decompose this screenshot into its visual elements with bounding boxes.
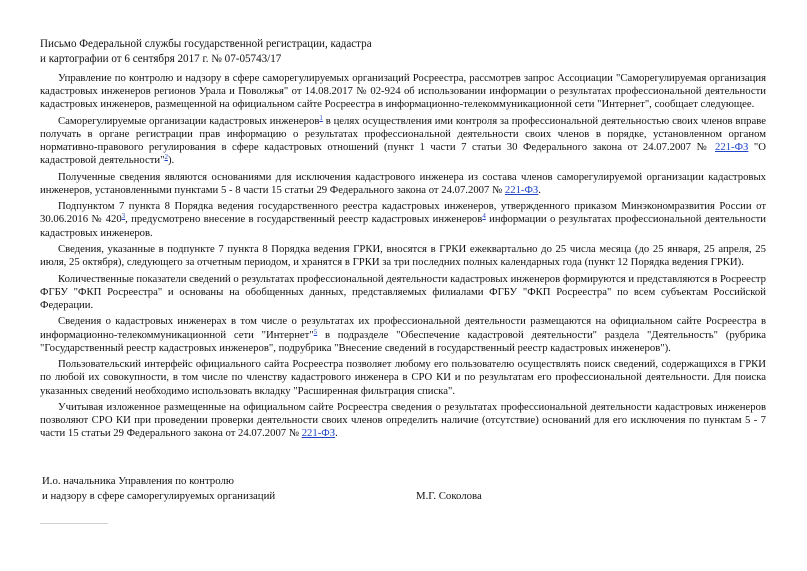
footnote-ref-1[interactable]: 1 bbox=[319, 113, 323, 122]
paragraph-2: Саморегулируемые организации кадастровых инженеров$^1$ в целях осуществления ими контроля за профессиональной деятельностью своих членов вправе получать в органе регистрации прав информацию о результатах профессиональной деятельности своих членов в порядке, установленном органом нормативно-правового регулирования в сфере кадастровых отношений (пункт 1 части 7 статьи 30 Федерального закона от 24.07.2007 № 221-ФЗ "О кадастровой деятельности"$^2$). bbox=[40, 113, 766, 167]
footnote-ref-4[interactable]: 4 bbox=[482, 212, 486, 221]
paragraph-3: Полученные сведения являются основаниями для исключения кадастрового инженера из состава членов саморегулируемой организации кадастровых инженеров, установленными пунктами 5 - 8 части 15 статьи 29 Федерального закона от 24.07.2007 № 221-ФЗ. bbox=[40, 170, 766, 196]
law-221-fz-link[interactable]: 221-ФЗ bbox=[301, 427, 336, 440]
paragraph-9: Учитывая изложенное размещенные на официальном сайте Росреестра сведения о результатах профессиональной деятельности кадастровых инженеров позволяют СРО КИ при проведении проверки деятельности своих членов определить наличие (отсутствие) оснований для его исключения по пунктам 5 - 7 части 15 статьи 29 Федерального закона от 24.07.2007 № 221-ФЗ. bbox=[40, 400, 766, 440]
title-line-1: Письмо Федеральной службы государственной регистрации, кадастра bbox=[40, 38, 372, 50]
paragraph-6: Количественные показатели сведений о результатах профессиональной деятельности кадастровых инженеров формируются и представляются в Росреестр ФГБУ "ФКП Росреестра" и основаны на обобщенных данных, представляемых филиалами ФГБУ "ФКП Росреестра" по всем субъектам Российской Федерации. bbox=[40, 272, 766, 311]
paragraph-5: Сведения, указанные в подпункте 7 пункта 8 Порядка ведения ГРКИ, вносятся в ГРКИ ежеквартально до 25 числа месяца (до 25 января, 25 апреля, 25 июля, 25 октября), следующего за отчетным периодом, и хранятся в ГРКИ за три последних полных календарных года (пункт 12 Порядка ведения ГРКИ). bbox=[40, 243, 766, 269]
footnote-ref-2[interactable]: 2 bbox=[164, 153, 168, 162]
document-title bbox=[40, 37, 460, 66]
footnote-ref-5[interactable]: 5 bbox=[313, 327, 318, 336]
letter-body bbox=[40, 72, 766, 444]
title-line-2: и картографии от 6 сентября 2017 г. № 07-05743/17 bbox=[40, 52, 282, 65]
footnote-divider bbox=[40, 523, 108, 524]
paragraph-1: Управление по контролю и надзору в сфере саморегулируемых организаций Росреестра, рассмотрев запрос Ассоциации "Саморегулируемая организация кадастровых инженеров регионов Урала и Поволжья" от 14.08.2017 № 02-924 об использовании информации о результатах профессиональной деятельности кадастровых инженеров, размещенной на официальном сайте Росреестра в информационно-телекоммуникационной сети "Интернет", сообщает следующее. bbox=[40, 72, 766, 111]
signatory-position-line-1: И.о. начальника Управления по контролю bbox=[42, 475, 234, 487]
signatory-position-line-2: и надзору в сфере саморегулируемых организаций bbox=[42, 489, 276, 502]
signatory-name: М.Г. Соколова bbox=[416, 489, 482, 502]
law-221-fz-link[interactable]: 221-ФЗ bbox=[715, 141, 749, 154]
footnote-ref-3[interactable]: 3 bbox=[121, 212, 126, 221]
paragraph-8: Пользовательский интерфейс официального сайта Росреестра позволяет любому его пользователю осуществлять поиск сведений, содержащихся в ГРКИ по любой их совокупности, в том числе по членству кадастрового инженера в СРО КИ и по результатам его профессиональной деятельности. Для поиска указанных сведений необходимо использовать вкладку "Расширенная фильтрация списка". bbox=[40, 358, 766, 397]
law-221-fz-link[interactable]: 221-ФЗ bbox=[504, 183, 539, 196]
paragraph-4: Подпунктом 7 пункта 8 Порядка ведения государственного реестра кадастровых инженеров, утвержденного приказом Минэкономразвития России от 30.06.2016 № $420^3$, предусмотрено внесение в государственный реестр кадастровых инженеров$^4$ информации о результатах профессиональной деятельности кадастровых инженеров. bbox=[40, 200, 766, 239]
paragraph-7: Сведения о кадастровых инженерах в том числе о результатах их профессиональной деятельности размещаются на официальном сайте Росреестра в информационно-телекоммуникационной сети "Интернет"$^5$ в подразделе "Обеспечение кадастровой деятельности" раздела "Деятельность" (рубрика "Государственный реестр кадастровых инженеров", подрубрика "Внесение сведений в государственный реестр кадастровых инженеров"). bbox=[40, 315, 766, 354]
signature-block bbox=[42, 474, 602, 503]
